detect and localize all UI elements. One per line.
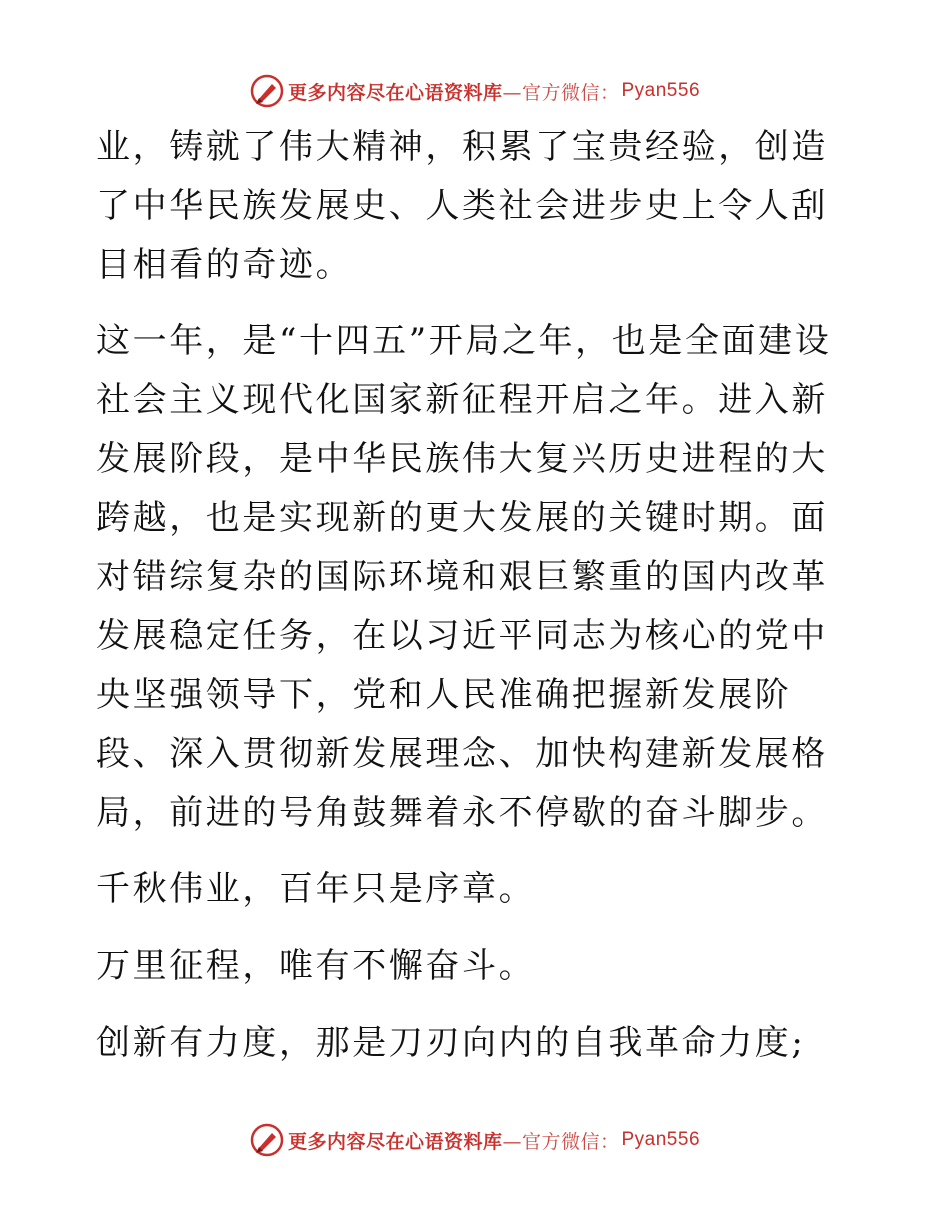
paragraph-4: 万里征程，唯有不懈奋斗。 (96, 946, 536, 986)
watermark-sub-text: —官方微信： (502, 1130, 620, 1153)
pen-logo-icon (250, 1123, 284, 1157)
watermark-id-text: Pyan556 (621, 80, 701, 101)
watermark-main-text: 更多内容尽在心语资料库 (287, 81, 503, 104)
paragraph-3: 千秋伟业，百年只是序章。 (96, 869, 536, 909)
watermark-sub-text: —官方微信： (502, 81, 620, 104)
footer-watermark (0, 1120, 950, 1160)
watermark-id-text: Pyan556 (621, 1129, 701, 1150)
paragraph-1: 业，铸就了伟大精神，积累了宝贵经验，创造了中华民族发展史、人类社会进步史上令人刮目相看的奇迹。 (96, 127, 828, 285)
paragraph-5: 创新有力度，那是刀刃向内的自我革命力度; (96, 1023, 806, 1063)
paragraph-2: 这一年，是“十四五”开局之年，也是全面建设社会主义现代化国家新征程开启之年。进入新发展阶段，是中华民族伟大复兴历史进程的大跨越，也是实现新的更大发展的关键时期。面对错综复杂的国际环境和艰巨繁重的国内改革发展稳定任务，在以习近平同志为核心的党中央坚强领导下，党和人民准确把握新发展阶段、深入贯彻新发展理念、加快构建新发展格局，前进的号角鼓舞着永不停歇的奋斗脚步。 (96, 321, 832, 833)
pen-logo-icon (250, 74, 284, 108)
document-body (96, 118, 856, 1091)
header-watermark (0, 71, 950, 111)
watermark-main-text: 更多内容尽在心语资料库 (287, 1130, 503, 1153)
